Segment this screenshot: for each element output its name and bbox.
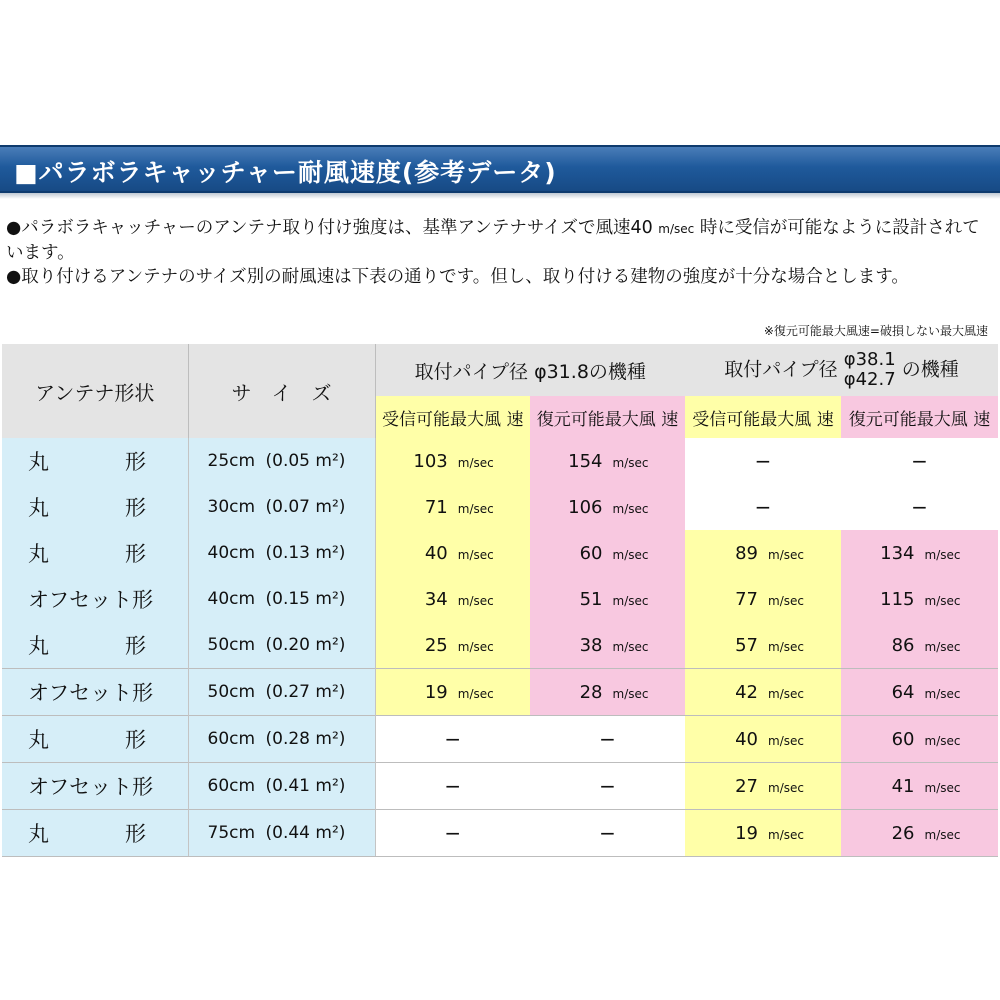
cell-shape	[2, 438, 188, 484]
cell-restore-a-value: 106	[568, 496, 603, 518]
cell-receive-b-dash: −	[754, 495, 772, 519]
shape-label	[28, 446, 146, 476]
section-banner	[0, 145, 1000, 193]
size-area: (0.13 m²)	[265, 543, 346, 563]
shape-label-part: 丸	[28, 822, 49, 846]
cell-receive-b	[685, 716, 841, 763]
cell-restore-b	[841, 530, 998, 576]
cell-restore-b	[841, 576, 998, 622]
subheader-receive-b: 受信可能最大風 速	[685, 396, 841, 438]
cell-restore-b-unit: m/sec	[924, 780, 961, 795]
cell-restore-a	[530, 716, 685, 763]
cell-receive-a-unit: m/sec	[457, 686, 494, 701]
size-cm: 50cm	[207, 635, 256, 655]
intro-bullet-1-prefix: ●パラボラキャッチャーのアンテナ取り付け強度は、基準アンテナサイズで風速40	[6, 218, 659, 238]
cell-restore-a	[530, 484, 685, 530]
shape-label	[28, 492, 146, 522]
intro-text	[6, 216, 996, 289]
cell-receive-b-unit: m/sec	[768, 733, 804, 748]
cell-restore-a	[530, 669, 685, 716]
shape-label	[28, 724, 146, 754]
cell-receive-b-value: 77	[735, 588, 759, 610]
cell-receive-b	[685, 669, 841, 716]
cell-receive-b-unit: m/sec	[768, 827, 804, 842]
intro-unit: m/sec	[658, 222, 695, 236]
cell-receive-a-dash: −	[444, 774, 462, 798]
cell-receive-b-unit: m/sec	[768, 639, 804, 654]
cell-receive-a	[375, 622, 530, 669]
cell-restore-a	[530, 763, 685, 810]
cell-restore-a	[530, 438, 685, 484]
shape-label	[28, 818, 146, 848]
size-area: (0.28 m²)	[265, 729, 346, 749]
table-row	[2, 763, 998, 810]
cell-receive-a-value: 40	[424, 542, 448, 564]
intro-bullet-1-suffix: 時に受信が可能なように設計されています。	[6, 218, 980, 263]
cell-restore-b	[841, 763, 998, 810]
cell-receive-a-value: 19	[424, 681, 448, 703]
size-area: (0.07 m²)	[265, 497, 346, 517]
cell-restore-b	[841, 716, 998, 763]
cell-restore-b-value: 86	[891, 634, 915, 656]
size-cm: 25cm	[207, 451, 256, 471]
shape-label-part: 形	[125, 496, 146, 520]
cell-receive-b-value: 42	[735, 681, 759, 703]
cell-restore-b-unit: m/sec	[924, 593, 961, 608]
cell-restore-a-unit: m/sec	[612, 639, 649, 654]
size-area: (0.05 m²)	[265, 451, 346, 471]
cell-restore-a-unit: m/sec	[612, 501, 649, 516]
cell-restore-b-unit: m/sec	[924, 827, 961, 842]
size-cm: 40cm	[207, 589, 256, 609]
cell-receive-a	[375, 438, 530, 484]
cell-receive-b	[685, 438, 841, 484]
header-shape: アンテナ形状	[2, 344, 188, 438]
cell-restore-b	[841, 438, 998, 484]
cell-receive-a-dash: −	[444, 727, 462, 751]
shape-label-part: 丸	[28, 496, 49, 520]
cell-receive-b-value: 40	[735, 728, 759, 750]
size-area: (0.27 m²)	[265, 682, 346, 702]
cell-restore-a-unit: m/sec	[612, 686, 649, 701]
cell-receive-a-unit: m/sec	[457, 639, 494, 654]
cell-restore-a-dash: −	[599, 727, 616, 751]
cell-restore-a-dash: −	[599, 821, 616, 845]
table-row	[2, 810, 998, 857]
cell-restore-a-dash: −	[599, 774, 616, 798]
table-row	[2, 576, 998, 622]
cell-restore-b	[841, 484, 998, 530]
cell-receive-a-unit: m/sec	[457, 455, 494, 470]
cell-receive-b-unit: m/sec	[768, 780, 804, 795]
cell-receive-a-value: 34	[424, 588, 448, 610]
cell-shape	[2, 669, 188, 716]
table-body	[2, 438, 998, 857]
cell-receive-b-value: 57	[735, 634, 759, 656]
shape-label: オフセット形	[28, 588, 154, 612]
cell-receive-b-unit: m/sec	[768, 547, 804, 562]
intro-bullet-2: ●取り付けるアンテナのサイズ別の耐風速は下表の通りです。但し、取り付ける建物の強度が十分な場合とします。	[6, 267, 909, 287]
cell-receive-a-unit: m/sec	[457, 547, 494, 562]
shape-label	[28, 630, 146, 660]
shape-label-part: 丸	[28, 728, 49, 752]
size-area: (0.20 m²)	[265, 635, 346, 655]
cell-restore-b-value: 26	[891, 822, 915, 844]
wind-speed-table	[2, 344, 998, 857]
cell-receive-a-dash: −	[444, 821, 462, 845]
cell-restore-b-unit: m/sec	[924, 733, 961, 748]
cell-size	[188, 810, 375, 857]
size-cm: 40cm	[207, 543, 256, 563]
cell-size	[188, 763, 375, 810]
cell-restore-a-value: 51	[579, 588, 603, 610]
size-cm: 30cm	[207, 497, 256, 517]
cell-receive-a	[375, 484, 530, 530]
cell-restore-a	[530, 622, 685, 669]
cell-restore-b	[841, 810, 998, 857]
cell-size	[188, 484, 375, 530]
cell-restore-b-value: 60	[891, 728, 915, 750]
table-row	[2, 484, 998, 530]
cell-restore-a-unit: m/sec	[612, 593, 649, 608]
header-size: サ イ ズ	[188, 344, 375, 438]
cell-restore-a-value: 28	[579, 681, 603, 703]
cell-receive-b-dash: −	[754, 449, 772, 473]
cell-restore-a-unit: m/sec	[612, 547, 649, 562]
cell-size	[188, 438, 375, 484]
cell-restore-b-value: 41	[891, 775, 915, 797]
cell-receive-a-value: 71	[424, 496, 448, 518]
subheader-restore-a: 復元可能最大風 速	[530, 396, 685, 438]
cell-receive-a-unit: m/sec	[457, 593, 494, 608]
cell-receive-a	[375, 763, 530, 810]
header-pipe2-bottom: φ42.7	[843, 369, 896, 390]
shape-label-part: 形	[125, 822, 146, 846]
cell-receive-b	[685, 576, 841, 622]
footnote: ※復元可能最大風速=破損しない最大風速	[763, 324, 988, 338]
cell-receive-b	[685, 484, 841, 530]
cell-receive-a	[375, 716, 530, 763]
header-pipe2-diameters	[844, 350, 896, 390]
cell-restore-b-value: 64	[891, 681, 915, 703]
cell-receive-b-unit: m/sec	[768, 686, 804, 701]
cell-shape	[2, 763, 188, 810]
table-row	[2, 669, 998, 716]
cell-restore-a-unit: m/sec	[612, 455, 649, 470]
size-cm: 60cm	[207, 729, 256, 749]
cell-restore-b-dash: −	[911, 449, 928, 473]
cell-receive-a-unit: m/sec	[457, 501, 494, 516]
shape-label-part: 形	[125, 542, 146, 566]
cell-shape	[2, 576, 188, 622]
shape-label-part: 形	[125, 634, 146, 658]
cell-receive-b-value: 89	[735, 542, 759, 564]
cell-restore-a	[530, 576, 685, 622]
cell-size	[188, 716, 375, 763]
table-row	[2, 622, 998, 669]
subheader-restore-b: 復元可能最大風 速	[841, 396, 998, 438]
shape-label-part: 丸	[28, 542, 49, 566]
cell-restore-b-dash: −	[911, 495, 928, 519]
cell-receive-a	[375, 576, 530, 622]
cell-receive-b-value: 19	[735, 822, 759, 844]
cell-size	[188, 669, 375, 716]
cell-restore-a-value: 154	[568, 450, 603, 472]
cell-size	[188, 530, 375, 576]
size-cm: 60cm	[207, 776, 256, 796]
size-cm: 75cm	[207, 823, 256, 843]
cell-receive-b-unit: m/sec	[768, 593, 804, 608]
banner-shadow	[0, 193, 1000, 199]
cell-receive-a	[375, 530, 530, 576]
header-pipe2-top: φ38.1	[843, 349, 896, 370]
table-row	[2, 530, 998, 576]
cell-shape	[2, 484, 188, 530]
shape-label-part: 形	[125, 450, 146, 474]
cell-receive-b	[685, 810, 841, 857]
cell-receive-a-value: 103	[413, 450, 448, 472]
cell-receive-b	[685, 622, 841, 669]
cell-restore-b-unit: m/sec	[924, 547, 961, 562]
cell-restore-b-value: 134	[880, 542, 915, 564]
header-pipe2-suffix: の機種	[901, 358, 959, 381]
header-pipe-38-42	[685, 344, 998, 396]
cell-restore-b-value: 115	[880, 588, 915, 610]
table-row	[2, 716, 998, 763]
subheader-receive-a: 受信可能最大風 速	[375, 396, 530, 438]
shape-label-part: 丸	[28, 634, 49, 658]
shape-label: オフセット形	[28, 775, 154, 799]
cell-shape	[2, 622, 188, 669]
size-cm: 50cm	[207, 682, 256, 702]
cell-restore-a	[530, 810, 685, 857]
cell-receive-a	[375, 669, 530, 716]
shape-label: オフセット形	[28, 681, 154, 705]
cell-size	[188, 622, 375, 669]
cell-shape	[2, 530, 188, 576]
cell-restore-a-value: 38	[579, 634, 603, 656]
cell-receive-a-value: 25	[424, 634, 448, 656]
intro-bullet-1	[6, 216, 996, 265]
cell-receive-b	[685, 530, 841, 576]
cell-restore-b-unit: m/sec	[924, 686, 961, 701]
size-area: (0.15 m²)	[265, 589, 346, 609]
cell-restore-a-value: 60	[579, 542, 603, 564]
cell-restore-a	[530, 530, 685, 576]
header-pipe-31-8: 取付パイプ径 φ31.8の機種	[375, 344, 685, 396]
section-title: ■パラボラキャッチャー耐風速度(参考データ)	[14, 158, 557, 187]
cell-shape	[2, 716, 188, 763]
header-pipe2-prefix: 取付パイプ径	[724, 358, 838, 381]
cell-receive-b	[685, 763, 841, 810]
shape-label-part: 丸	[28, 450, 49, 474]
cell-restore-b	[841, 622, 998, 669]
cell-receive-b-value: 27	[735, 775, 759, 797]
cell-restore-b-unit: m/sec	[924, 639, 961, 654]
cell-receive-a	[375, 810, 530, 857]
cell-size	[188, 576, 375, 622]
cell-shape	[2, 810, 188, 857]
shape-label-part: 形	[125, 728, 146, 752]
size-area: (0.44 m²)	[265, 823, 346, 843]
shape-label	[28, 538, 146, 568]
cell-restore-b	[841, 669, 998, 716]
size-area: (0.41 m²)	[265, 776, 346, 796]
table-row	[2, 438, 998, 484]
